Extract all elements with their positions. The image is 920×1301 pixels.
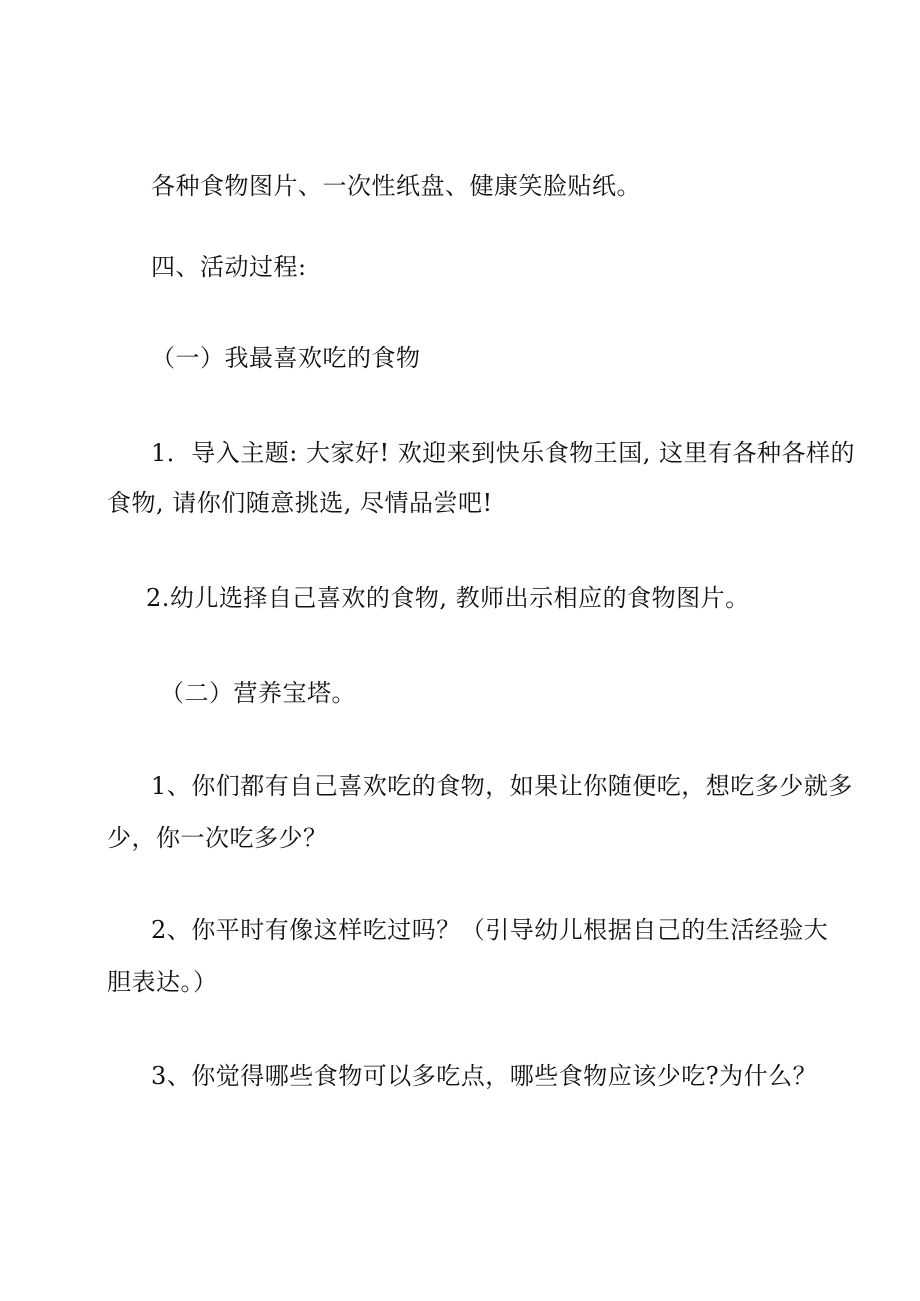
subsection-heading-favorite-food: （一）我最喜欢吃的食物 xyxy=(151,344,421,372)
section-heading-activity-process: 四、活动过程: xyxy=(151,253,307,281)
subsection-heading-nutrition-pagoda: （二）营养宝塔。 xyxy=(160,679,356,707)
question-1-line-2: 少，你一次吃多少？ xyxy=(107,824,328,852)
question-2-line-2: 胆表达。） xyxy=(107,968,218,996)
materials-list-text: 各种食物图片、一次性纸盘、健康笑脸贴纸。 xyxy=(151,172,641,200)
paragraph-choose-food: 2.幼儿选择自己喜欢的食物, 教师出示相应的食物图片。 xyxy=(146,584,750,612)
paragraph-intro-line-2: 食物, 请你们随意挑选, 尽情品尝吧! xyxy=(107,489,493,517)
question-2-line-1: 2、你平时有像这样吃过吗？（引导幼儿根据自己的生活经验大 xyxy=(151,916,829,944)
question-1-line-1: 1、你们都有自己喜欢吃的食物，如果让你随便吃，想吃多少就多 xyxy=(151,772,853,800)
paragraph-intro-line-1: 1．导入主题: 大家好! 欢迎来到快乐食物王国, 这里有各种各样的 xyxy=(151,439,856,467)
question-3: 3、你觉得哪些食物可以多吃点，哪些食物应该少吃?为什么？ xyxy=(151,1062,818,1090)
